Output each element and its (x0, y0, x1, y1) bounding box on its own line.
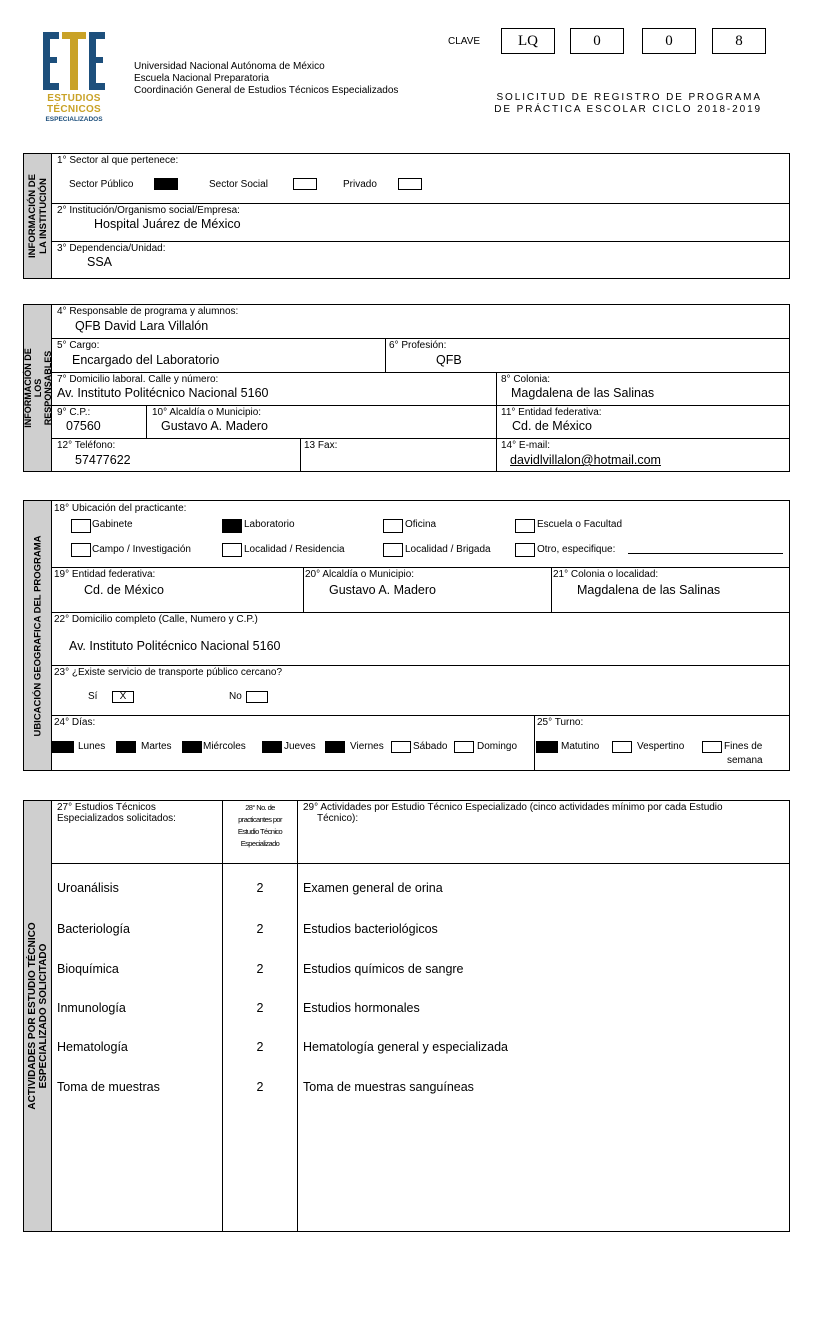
practicantes-cell[interactable]: 2 (256, 1080, 264, 1094)
form-title-line-1: SOLICITUD DE REGISTRO DE PROGRAMA (496, 92, 762, 103)
col-practicantes-header: 28° No. de practicantes por Estudio Técnico Especializado (237, 803, 283, 848)
dependencia-value[interactable]: SSA (87, 255, 113, 269)
practicantes-cell[interactable]: 2 (256, 1001, 264, 1015)
section-ubicacion-title: UBICACIÓN GEOGRAFICA DEL PROGRAMA (32, 534, 43, 737)
estudio-cell[interactable]: Bacteriología (57, 922, 130, 936)
institucion-label: 2° Institución/Organismo social/Empresa: (57, 205, 240, 216)
practicantes-cell[interactable]: 2 (256, 1040, 264, 1054)
lunes-checkbox[interactable] (52, 741, 74, 753)
cp-label: 9° C.P.: (57, 407, 91, 418)
entidad-value[interactable]: Cd. de México (512, 419, 592, 433)
jueves-label: Jueves (284, 741, 316, 752)
no-checkbox[interactable] (246, 691, 268, 703)
institution-name-line-1: Universidad Nacional Autónoma de México (134, 61, 325, 72)
si-label: Sí (88, 691, 98, 702)
clave-box-4[interactable]: 8 (712, 28, 766, 54)
section-institucion-title: INFORMACIÓN DE LA INSTITUCIÓN (26, 174, 49, 258)
oficina-checkbox[interactable] (383, 519, 403, 533)
table-row (52, 1040, 789, 1056)
actividad-cell[interactable]: Estudios químicos de sangre (303, 962, 464, 976)
col-estudios-header: 27° Estudios Técnicos Especializados solicitados: (57, 802, 176, 824)
section-ubicacion (23, 500, 790, 771)
section-responsables-sidebar (24, 305, 52, 471)
section-actividades-sidebar (24, 801, 52, 1231)
section-institucion (23, 153, 790, 279)
otro-label: Otro, especifique: (537, 544, 616, 555)
no-label: No (229, 691, 242, 702)
vespertino-checkbox[interactable] (612, 741, 632, 753)
ubic-entidad-value[interactable]: Cd. de México (84, 583, 164, 597)
viernes-label: Viernes (350, 741, 384, 752)
telefono-label: 12° Teléfono: (57, 440, 116, 451)
laboratorio-label: Laboratorio (244, 519, 295, 530)
cp-value[interactable]: 07560 (66, 419, 101, 433)
clave-label: CLAVE (448, 36, 481, 47)
ete-logo (40, 30, 108, 126)
fines-checkbox[interactable] (702, 741, 722, 753)
colonia-value[interactable]: Magdalena de las Salinas (511, 386, 655, 400)
domingo-label: Domingo (477, 741, 518, 752)
sector-label: 1° Sector al que pertenece: (57, 155, 179, 166)
telefono-value[interactable]: 57477622 (75, 453, 131, 467)
section-institucion-sidebar (24, 154, 52, 278)
transporte-label: 23° ¿Existe servicio de transporte público cercano? (54, 667, 283, 678)
dependencia-label: 3° Dependencia/Unidad: (57, 243, 166, 254)
escuela-checkbox[interactable] (515, 519, 535, 533)
section-actividades (23, 800, 790, 1232)
form-title-line-2: DE PRÁCTICA ESCOLAR CICLO 2018-2019 (494, 104, 762, 115)
logo-text-especializados: ESPECIALIZADOS (45, 116, 103, 123)
gabinete-checkbox[interactable] (71, 519, 91, 533)
domingo-checkbox[interactable] (454, 741, 474, 753)
institution-name-line-2: Escuela Nacional Preparatoria (134, 73, 270, 84)
si-checkbox[interactable]: X (112, 691, 134, 703)
privado-checkbox[interactable] (398, 178, 422, 190)
profesion-label: 6° Profesión: (389, 340, 447, 351)
sector-social-checkbox[interactable] (293, 178, 317, 190)
section-ubicacion-sidebar (24, 501, 52, 770)
cargo-label: 5° Cargo: (57, 340, 100, 351)
colonia-label: 8° Colonia: (501, 374, 551, 385)
fax-label: 13 Fax: (304, 440, 338, 451)
profesion-value[interactable]: QFB (436, 353, 462, 367)
actividad-cell[interactable]: Hematología general y especializada (303, 1040, 508, 1054)
laboratorio-checkbox[interactable] (222, 519, 242, 533)
cargo-value[interactable]: Encargado del Laboratorio (72, 353, 220, 367)
practicantes-cell[interactable]: 2 (256, 962, 264, 976)
actividad-cell[interactable]: Toma de muestras sanguíneas (303, 1080, 474, 1094)
ete-logo-mark (40, 30, 108, 92)
alcaldia-label: 10° Alcaldía o Municipio: (152, 407, 262, 418)
ubic-alcaldia-value[interactable]: Gustavo A. Madero (329, 583, 437, 597)
fines-label-line-2: semana (727, 755, 763, 766)
martes-label: Martes (141, 741, 172, 752)
table-row (52, 922, 789, 938)
sabado-label: Sábado (413, 741, 448, 752)
actividad-cell[interactable]: Examen general de orina (303, 881, 443, 895)
actividad-cell[interactable]: Estudios bacteriológicos (303, 922, 438, 936)
clave-box-3[interactable]: 0 (642, 28, 696, 54)
domicilio-value[interactable]: Av. Instituto Politécnico Nacional 5160 (57, 386, 269, 400)
entidad-label: 11° Entidad federativa: (501, 407, 602, 418)
estudio-cell[interactable]: Inmunología (57, 1001, 126, 1015)
gabinete-label: Gabinete (92, 519, 133, 530)
clave-box-2[interactable]: 0 (570, 28, 624, 54)
table-row (52, 1080, 789, 1096)
lunes-label: Lunes (78, 741, 106, 752)
brigada-label: Localidad / Brigada (405, 544, 491, 555)
practicantes-cell[interactable]: 2 (256, 881, 264, 895)
sector-publico-label: Sector Público (69, 179, 134, 190)
matutino-checkbox[interactable] (536, 741, 558, 753)
viernes-checkbox[interactable] (325, 741, 345, 753)
ubic-colonia-label: 21° Colonia o localidad: (553, 569, 659, 580)
oficina-label: Oficina (405, 519, 437, 530)
alcaldia-value[interactable]: Gustavo A. Madero (161, 419, 269, 433)
brigada-checkbox[interactable] (383, 543, 403, 557)
campo-label: Campo / Investigación (92, 544, 191, 555)
miercoles-checkbox[interactable] (182, 741, 202, 753)
miercoles-label: Miércoles (203, 741, 246, 752)
clave-box-1[interactable]: LQ (501, 28, 555, 54)
estudio-cell[interactable]: Hematología (57, 1040, 128, 1054)
logo-text-tecnicos: TÉCNICOS (46, 104, 102, 115)
ubicacion-label: 18° Ubicación del practicante: (54, 503, 187, 514)
turno-label: 25° Turno: (537, 717, 584, 728)
escuela-label: Escuela o Facultad (537, 519, 623, 530)
matutino-label: Matutino (561, 741, 600, 752)
actividad-cell[interactable]: Estudios hormonales (303, 1001, 420, 1015)
ubic-domicilio-label: 22° Domicilio completo (Calle, Numero y C.P.) (54, 614, 258, 625)
responsable-value[interactable]: QFB David Lara Villalón (75, 319, 209, 333)
ubic-domicilio-value[interactable]: Av. Instituto Politécnico Nacional 5160 (69, 639, 281, 653)
residencia-checkbox[interactable] (222, 543, 242, 557)
col-actividades-header: 29° Actividades por Estudio Técnico Especializado (cinco actividades mínimo por cada Estudio Técnico): (303, 802, 723, 824)
dias-label: 24° Días: (54, 717, 96, 728)
ubic-entidad-label: 19° Entidad federativa: (54, 569, 156, 580)
table-row (52, 962, 789, 978)
section-responsables-title: INFORMACIÓN DE LOS RESPONSABLES (22, 348, 53, 428)
estudio-cell[interactable]: Uroanálisis (57, 881, 119, 895)
table-row (52, 881, 789, 897)
sector-social-label: Sector Social (209, 179, 268, 190)
vespertino-label: Vespertino (637, 741, 685, 752)
practicantes-cell[interactable]: 2 (256, 922, 264, 936)
ubic-colonia-value[interactable]: Magdalena de las Salinas (577, 583, 721, 597)
table-row (52, 1001, 789, 1017)
privado-label: Privado (343, 179, 377, 190)
ubic-alcaldia-label: 20° Alcaldía o Municipio: (305, 569, 415, 580)
section-actividades-title: ACTIVIDADES POR ESTUDIO TÉCNICO ESPECIALIZADO SOLICITADO (26, 922, 49, 1110)
email-label: 14° E-mail: (501, 440, 551, 451)
fines-label: Fines de (724, 741, 763, 752)
domicilio-label: 7° Domicilio laboral. Calle y número: (57, 374, 219, 385)
otro-checkbox[interactable] (515, 543, 535, 557)
otro-specify-line[interactable] (628, 553, 783, 554)
section-responsables (23, 304, 790, 472)
logo-text-estudios: ESTUDIOS (47, 93, 101, 104)
estudio-cell[interactable]: Bioquímica (57, 962, 119, 976)
estudio-cell[interactable]: Toma de muestras (57, 1080, 160, 1094)
institucion-value[interactable]: Hospital Juárez de México (94, 217, 241, 231)
sabado-checkbox[interactable] (391, 741, 411, 753)
campo-checkbox[interactable] (71, 543, 91, 557)
responsable-label: 4° Responsable de programa y alumnos: (57, 306, 239, 317)
email-value[interactable]: davidlvillalon@hotmail.com (510, 453, 661, 467)
sector-publico-checkbox[interactable] (154, 178, 178, 190)
jueves-checkbox[interactable] (262, 741, 282, 753)
residencia-label: Localidad / Residencia (244, 544, 345, 555)
martes-checkbox[interactable] (116, 741, 136, 753)
institution-name-line-3: Coordinación General de Estudios Técnicos Especializados (134, 85, 399, 96)
